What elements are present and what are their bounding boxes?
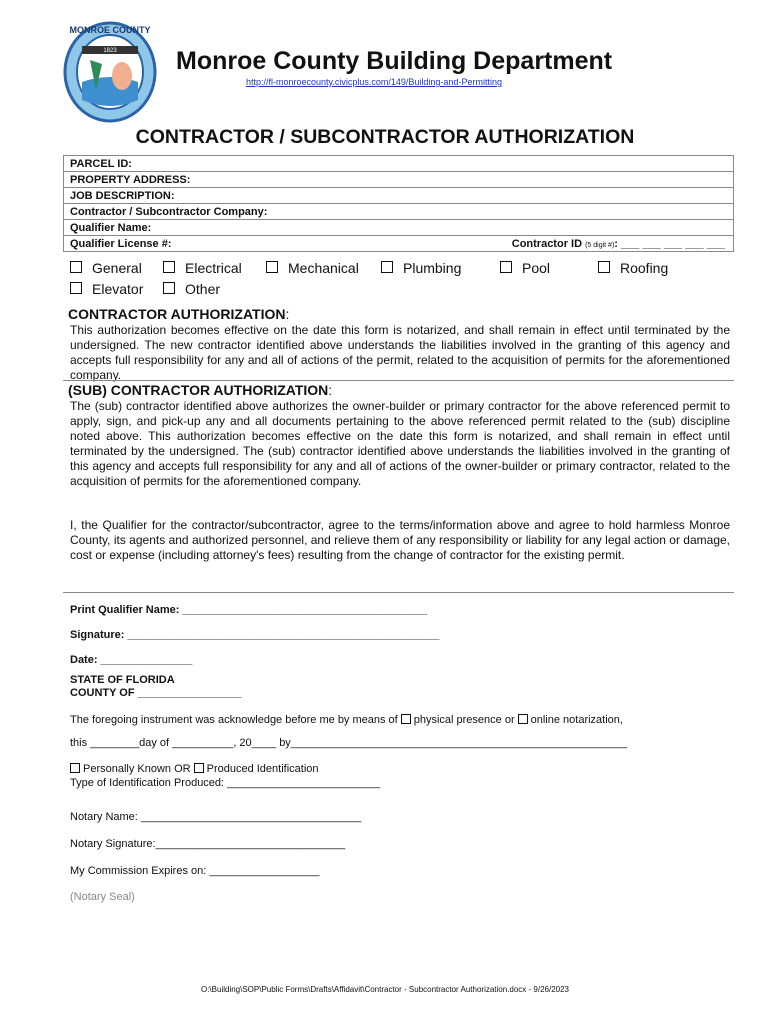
discipline-row-1 [70,260,730,278]
mechanical-checkbox[interactable] [266,261,278,273]
info-fields-table [63,155,734,252]
company-field[interactable]: Contractor / Subcontractor Company: [63,204,734,220]
svg-text:1823: 1823 [103,48,117,54]
contractor-authorization-text: This authorization becomes effective on the date this form is notarized, and shall remain in effect until terminated by the undersigned. The new contractor identified above understands the liabilities involved in the granting of this agency and accepts full responsibility for any and all of actions of the permit, related to the acquisition of permits for the aforementioned company. [70,323,730,382]
roofing-option[interactable]: Roofing [598,260,668,276]
svg-text:MONROE COUNTY: MONROE COUNTY [69,25,151,35]
property-address-field[interactable]: PROPERTY ADDRESS: [63,172,734,188]
produced-identification-checkbox[interactable] [194,763,204,773]
notary-date-line[interactable]: this ________day of __________, 20____ by_______________________________________________________ [70,737,628,749]
discipline-row-2 [70,281,370,299]
parcel-id-field[interactable]: PARCEL ID: [63,156,734,172]
mechanical-option[interactable]: Mechanical [266,260,359,276]
physical-presence-checkbox[interactable] [401,714,411,724]
notary-name-field[interactable]: Notary Name: ____________________________________ [70,811,362,823]
personally-known-checkbox[interactable] [70,763,80,773]
sub-contractor-authorization-heading: (SUB) CONTRACTOR AUTHORIZATION: [68,382,333,398]
plumbing-option[interactable]: Plumbing [381,260,461,276]
roofing-checkbox[interactable] [598,261,610,273]
instrument-acknowledgment: The foregoing instrument was acknowledge before me by means of physical presence or online notarization, [70,714,623,726]
identification-type-field[interactable]: Type of Identification Produced: _________________________ [70,777,381,789]
signature-divider [63,592,734,593]
other-option[interactable]: Other [163,281,220,297]
date-field[interactable]: Date: _______________ [70,654,193,666]
qualifier-license-field[interactable]: Qualifier License #: Contractor ID (5 digit #): ___ ___ ___ ___ ___ [63,236,734,252]
pool-option[interactable]: Pool [500,260,550,276]
department-link[interactable]: http://fl-monroecounty.civicplus.com/149/Building-and-Permitting [246,77,502,87]
qualifier-agreement-text: I, the Qualifier for the contractor/subcontractor, agree to the terms/information above and agree to hold harmless Monroe County, its agents and authorized personnel, and relieve them of any responsibility or liability for any legal action or damage, cost or expense (including attorney's fees) resulting from the change of contractor for the existing permit. [70,518,730,562]
document-path-footer: O:\Building\SOP\Public Forms\Drafts\Affidavit\Contractor - Subcontractor Authorization.docx - 9/26/2023 [200,985,570,994]
sub-contractor-authorization-text: The (sub) contractor identified above authorizes the owner-builder or primary contractor for the above referenced permit to apply, sign, and pick-up any and all documents pertaining to the above referenced permit related to the (sub) discipline noted above. This authorization becomes effective on the date this form is notarized, and shall remain in effect until terminated by the undersigned. The (sub) contractor identified above understands the liabilities involved in the granting of this agency and accepts full responsibility for any and all of actions of the owner-builder or primary contractor, related to the acquisition of permits for the aforementioned company. [70,399,730,488]
page-title: Monroe County Building Department [176,47,613,75]
qualifier-name-field[interactable]: Qualifier Name: [63,220,734,236]
section-divider [63,380,734,381]
county-seal-logo [62,20,158,124]
general-option[interactable]: General [70,260,142,276]
state-label: STATE OF FLORIDA [70,674,175,686]
elevator-checkbox[interactable] [70,282,82,294]
general-checkbox[interactable] [70,261,82,273]
online-notarization-checkbox[interactable] [518,714,528,724]
identification-options: Personally Known OR Produced Identification [70,763,319,775]
notary-seal-placeholder: (Notary Seal) [70,891,135,903]
signature-field[interactable]: Signature: ___________________________________________________ [70,629,440,641]
contractor-id-field[interactable]: Contractor ID (5 digit #): ___ ___ ___ ___ ___ [511,238,725,250]
electrical-checkbox[interactable] [163,261,175,273]
notary-signature-field[interactable]: Notary Signature:_______________________________ [70,838,346,850]
form-title: CONTRACTOR / SUBCONTRACTOR AUTHORIZATION [135,126,635,148]
plumbing-checkbox[interactable] [381,261,393,273]
other-checkbox[interactable] [163,282,175,294]
commission-expires-field[interactable]: My Commission Expires on: __________________ [70,865,320,877]
county-field[interactable]: COUNTY OF _________________ [70,687,242,699]
job-description-field[interactable]: JOB DESCRIPTION: [63,188,734,204]
contractor-authorization-heading: CONTRACTOR AUTHORIZATION: [68,306,290,322]
print-qualifier-name-field[interactable]: Print Qualifier Name: ________________________________________ [70,604,428,616]
elevator-option[interactable]: Elevator [70,281,143,297]
pool-checkbox[interactable] [500,261,512,273]
electrical-option[interactable]: Electrical [163,260,242,276]
